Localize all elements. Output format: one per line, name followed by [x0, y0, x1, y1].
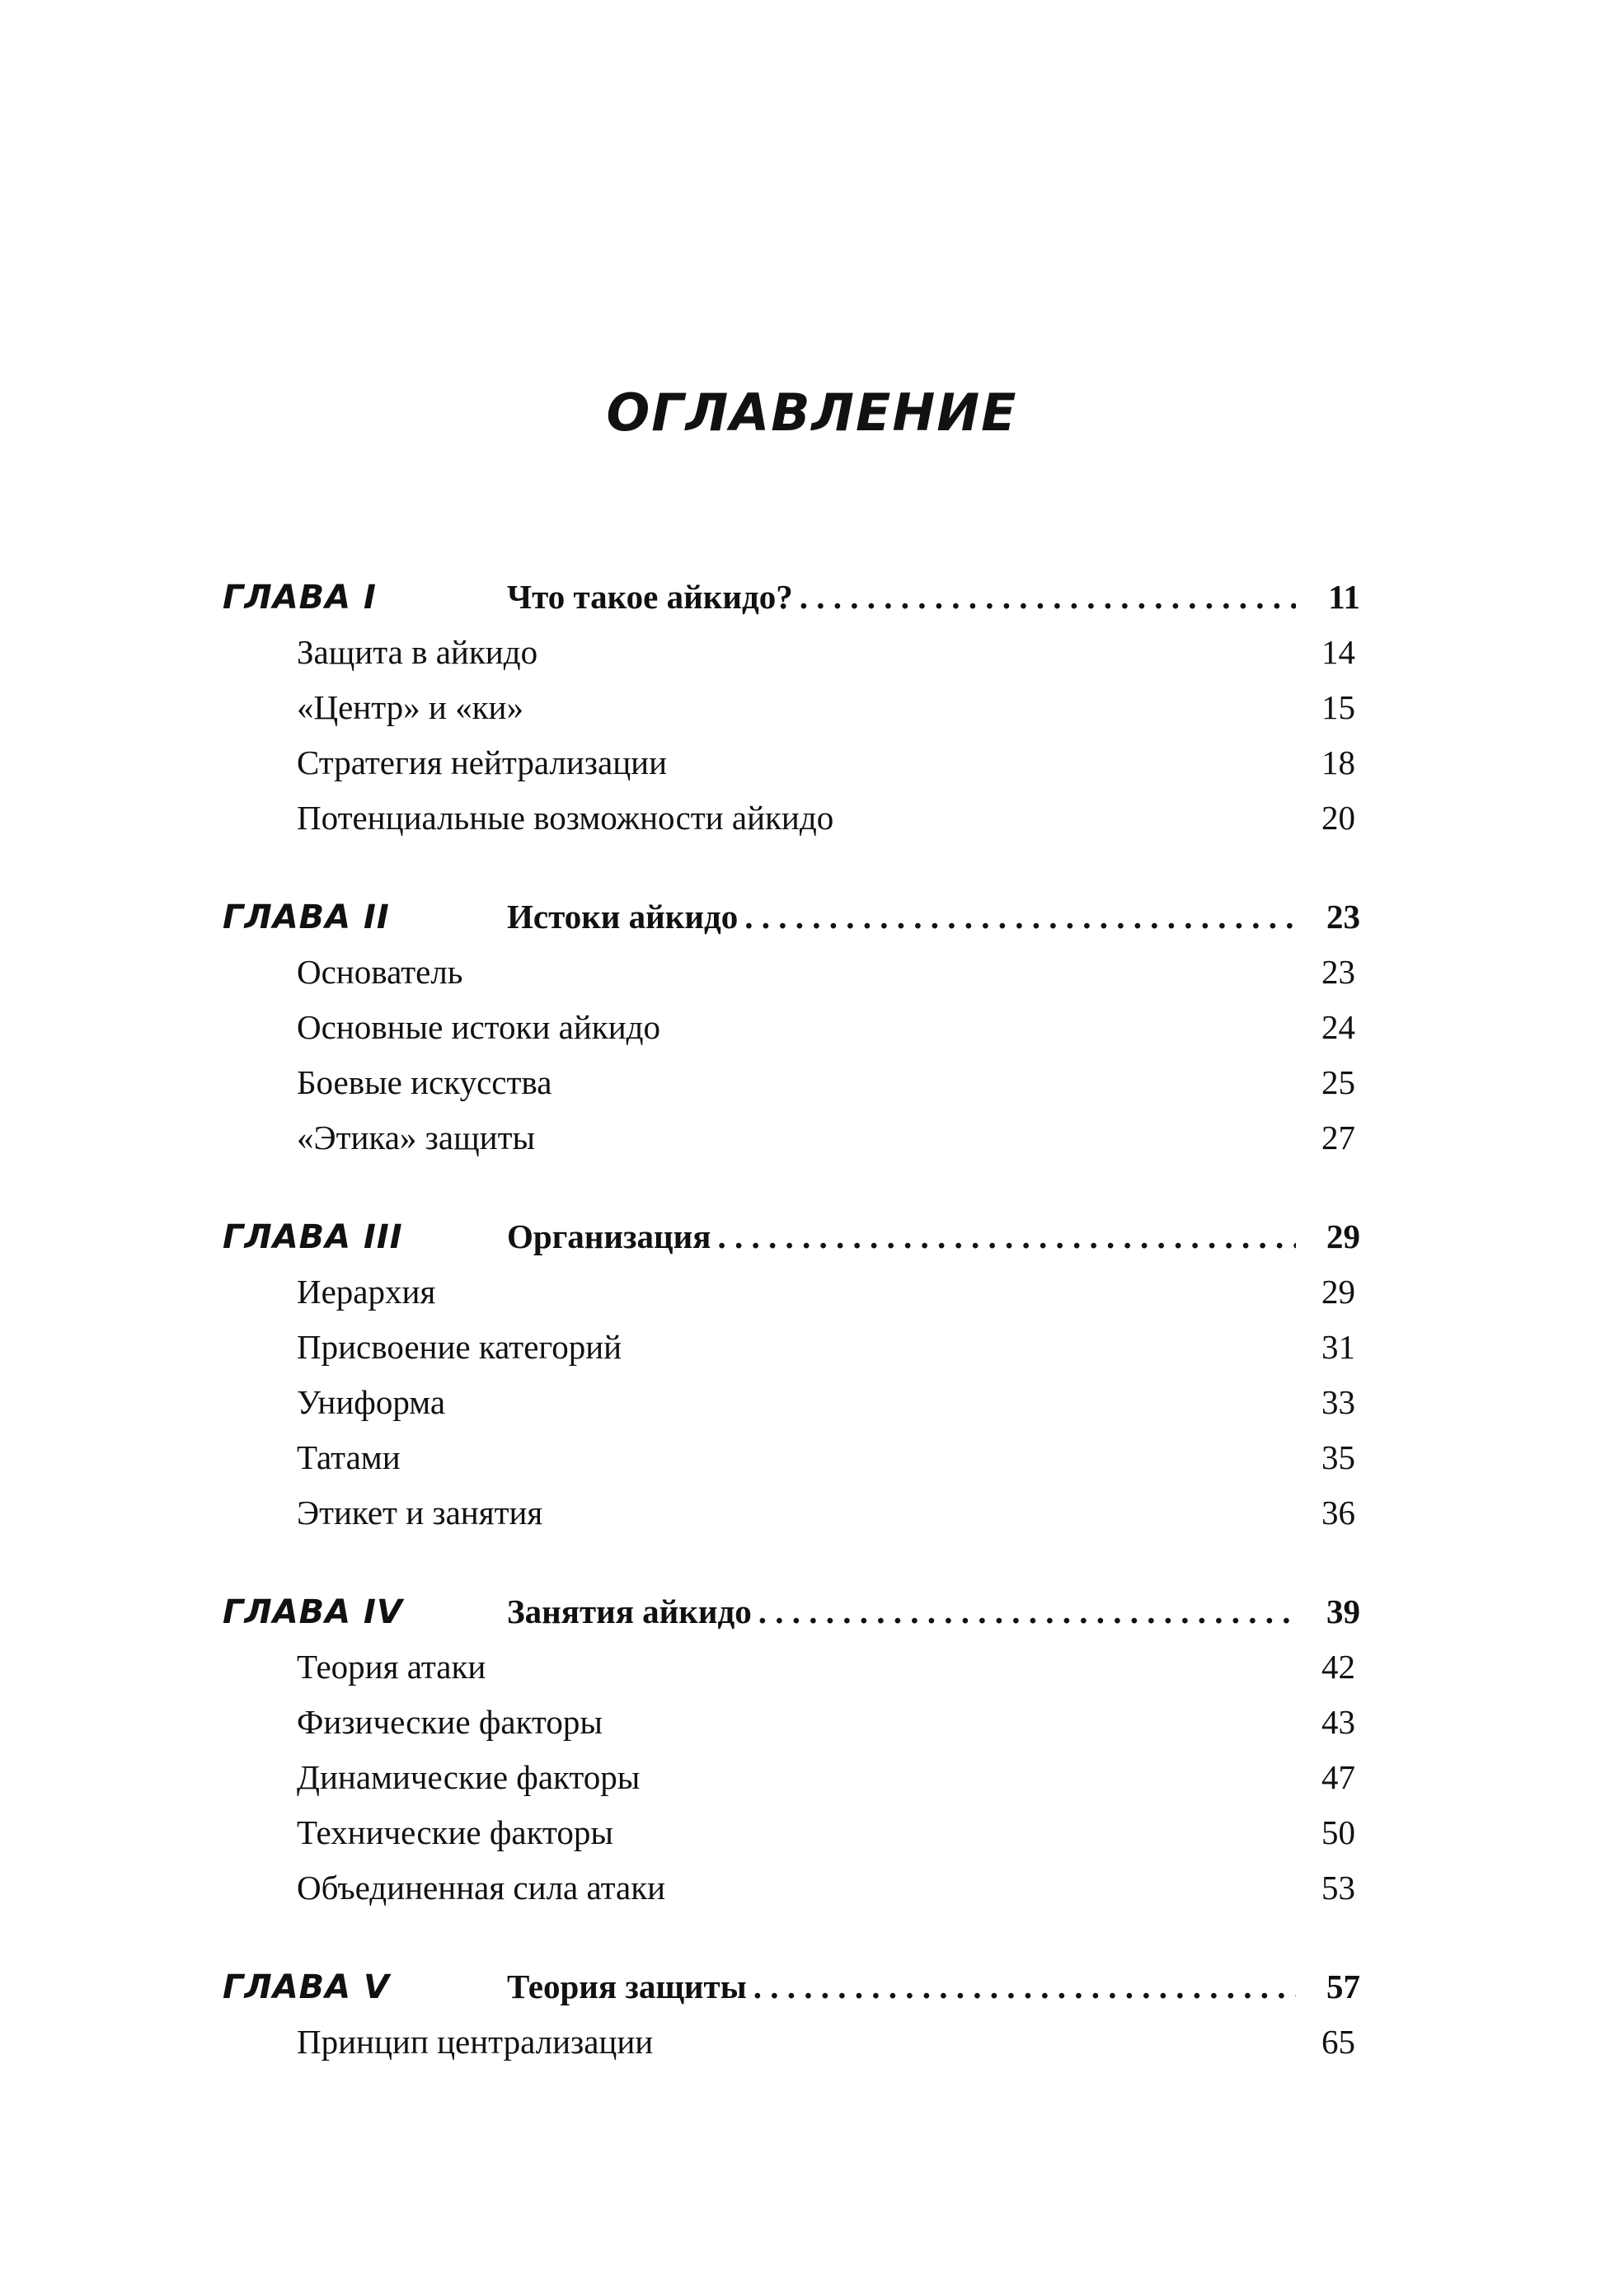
- list-item: [223, 1110, 1360, 1166]
- section-page-number: 42: [1321, 1648, 1355, 1686]
- chapter-title: Занятия айкидо: [507, 1592, 752, 1630]
- section-page-number: 18: [1321, 743, 1355, 781]
- section-page-number: 65: [1321, 2023, 1355, 2061]
- section-title: Динамические факторы: [297, 1758, 641, 1796]
- section-title: Униформа: [297, 1383, 446, 1421]
- list-item: [223, 1264, 1360, 1320]
- list-item: [223, 1695, 1360, 1750]
- list-item: [223, 1860, 1360, 1916]
- section-page-number: 24: [1321, 1008, 1355, 1046]
- section-title: Принцип централизации: [297, 2023, 654, 2061]
- list-item: [223, 625, 1360, 680]
- section-list: [223, 2015, 1360, 2070]
- chapter-5: [223, 1958, 1360, 2070]
- section-title: Боевые искусства: [297, 1063, 552, 1101]
- chapter-3: [223, 1208, 1360, 1541]
- section-title: Иерархия: [297, 1273, 436, 1311]
- list-item: [223, 735, 1360, 790]
- section-page-number: 27: [1321, 1119, 1355, 1156]
- section-list: [223, 1264, 1360, 1541]
- section-page-number: 31: [1321, 1328, 1355, 1366]
- list-item: [223, 1639, 1360, 1695]
- section-page-number: 23: [1321, 953, 1355, 991]
- chapter-4: [223, 1583, 1360, 1916]
- section-page-number: 53: [1321, 1869, 1355, 1907]
- chapter-title: Истоки айкидо: [507, 898, 739, 936]
- list-item: [223, 1055, 1360, 1110]
- section-title: Присвоение категорий: [297, 1328, 622, 1366]
- list-item: [223, 1485, 1360, 1541]
- section-title: Потенциальные возможности айкидо: [297, 799, 834, 837]
- list-item: [223, 680, 1360, 735]
- chapter-page-number: 39: [1326, 1592, 1360, 1630]
- section-title: Этикет и занятия: [297, 1494, 543, 1531]
- chapter-page-number: 57: [1326, 1968, 1360, 2005]
- chapter-heading: [223, 569, 1360, 625]
- section-page-number: 50: [1321, 1813, 1355, 1851]
- section-page-number: 20: [1321, 799, 1355, 837]
- chapter-1: [223, 569, 1360, 846]
- list-item: [223, 1430, 1360, 1485]
- section-title: Защита в айкидо: [297, 633, 538, 671]
- section-page-number: 35: [1321, 1438, 1355, 1476]
- section-title: Теория атаки: [297, 1648, 486, 1686]
- list-item: [223, 1375, 1360, 1430]
- chapter-page-number: 11: [1328, 578, 1360, 616]
- chapter-heading: [223, 1208, 1360, 1264]
- list-item: [223, 1805, 1360, 1860]
- list-item: [223, 2015, 1360, 2070]
- list-item: [223, 945, 1360, 1000]
- section-page-number: 36: [1321, 1494, 1355, 1531]
- list-item: [223, 1320, 1360, 1375]
- section-title: «Этика» защиты: [297, 1119, 536, 1156]
- section-title: Физические факторы: [297, 1703, 603, 1741]
- section-title: Основатель: [297, 953, 463, 991]
- section-page-number: 47: [1321, 1758, 1355, 1796]
- chapter-heading: [223, 889, 1360, 945]
- section-page-number: 25: [1321, 1063, 1355, 1101]
- section-title: Объединенная сила атаки: [297, 1869, 666, 1907]
- chapter-label: ГЛАВА V: [223, 1968, 390, 2006]
- section-title: «Центр» и «ки»: [297, 688, 523, 726]
- dot-leader: [758, 1583, 1296, 1639]
- section-page-number: 15: [1321, 688, 1355, 726]
- chapter-heading: [223, 1583, 1360, 1639]
- section-list: [223, 625, 1360, 846]
- section-title: Основные истоки айкидо: [297, 1008, 661, 1046]
- dot-leader: [717, 1208, 1296, 1264]
- section-title: Технические факторы: [297, 1813, 613, 1851]
- table-of-contents: [223, 569, 1360, 2113]
- list-item: [223, 1750, 1360, 1805]
- section-page-number: 29: [1321, 1273, 1355, 1311]
- chapter-title: Теория защиты: [507, 1968, 747, 2005]
- chapter-title: Организация: [507, 1217, 711, 1255]
- section-page-number: 43: [1321, 1703, 1355, 1741]
- list-item: [223, 790, 1360, 846]
- chapter-label: ГЛАВА I: [223, 579, 377, 617]
- section-list: [223, 1639, 1360, 1916]
- chapter-page-number: 23: [1326, 898, 1360, 936]
- dot-leader: [800, 569, 1296, 625]
- page-title: ОГЛАВЛЕНИЕ: [606, 382, 1018, 443]
- chapter-label: ГЛАВА IV: [223, 1593, 403, 1631]
- chapter-heading: [223, 1958, 1360, 2015]
- dot-leader: [753, 1958, 1296, 2015]
- section-page-number: 14: [1321, 633, 1355, 671]
- chapter-2: [223, 889, 1360, 1166]
- dot-leader: [744, 889, 1296, 945]
- list-item: [223, 1000, 1360, 1055]
- section-list: [223, 945, 1360, 1166]
- section-title: Татами: [297, 1438, 401, 1476]
- section-title: Стратегия нейтрализации: [297, 743, 668, 781]
- chapter-title: Что такое айкидо?: [507, 578, 793, 616]
- chapter-label: ГЛАВА II: [223, 898, 390, 936]
- chapter-page-number: 29: [1326, 1217, 1360, 1255]
- chapter-label: ГЛАВА III: [223, 1218, 403, 1256]
- section-page-number: 33: [1321, 1383, 1355, 1421]
